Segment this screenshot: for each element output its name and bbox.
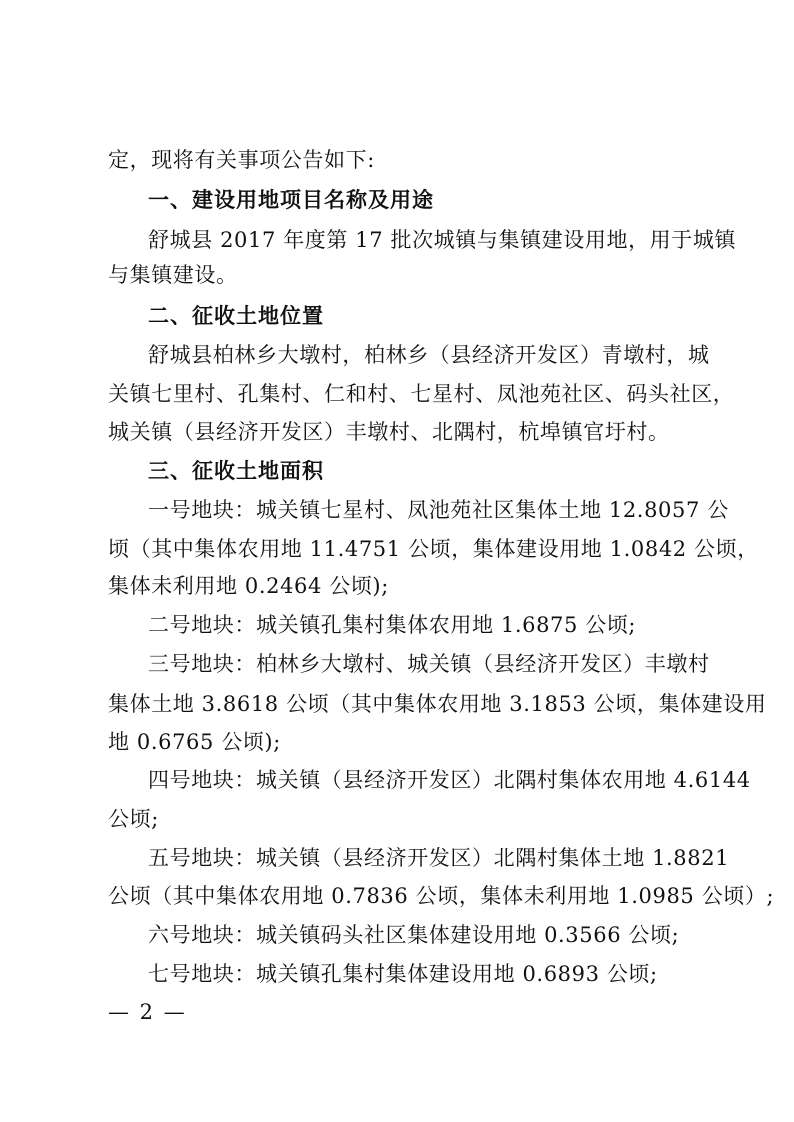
text-line: 与集镇建设。 <box>108 263 238 287</box>
text-line: 定，现将有关事项公告如下: <box>108 148 375 172</box>
text-line: 六号地块：城关镇码头社区集体建设用地 0.3566 公顷; <box>148 923 680 947</box>
text-line: 公顷; <box>108 807 159 831</box>
text-line: 城关镇（县经济开发区）丰墩村、北隅村，杭埠镇官圩村。 <box>108 420 670 444</box>
text-line: 舒城县柏林乡大墩村，柏林乡（县经济开发区）青墩村，城 <box>148 343 710 367</box>
text-line: 舒城县 2017 年度第 17 批次城镇与集镇建设用地，用于城镇 <box>148 228 737 252</box>
text-line: 七号地块：城关镇孔集村集体建设用地 0.6893 公顷; <box>148 962 658 986</box>
text-line: 顷（其中集体农用地 11.4751 公顷，集体建设用地 1.0842 公顷， <box>108 537 759 561</box>
text-line: 五号地块：城关镇（县经济开发区）北隅村集体土地 1.8821 <box>148 846 730 870</box>
section-heading: 一、建设用地项目名称及用途 <box>148 188 434 212</box>
text-line: 关镇七里村、孔集村、仁和村、七星村、凤池苑社区、码头社区， <box>108 382 735 406</box>
text-line: 四号地块：城关镇（县经济开发区）北隅村集体农用地 4.6144 <box>148 768 751 792</box>
text-line: 地 0.6765 公顷); <box>108 730 281 754</box>
section-heading: 二、征收土地位置 <box>148 304 324 328</box>
text-line: 一号地块：城关镇七星村、凤池苑社区集体土地 12.8057 公 <box>148 498 729 522</box>
page-number: — 2 — <box>108 1000 187 1024</box>
text-line: 公顷（其中集体农用地 0.7836 公顷，集体未利用地 1.0985 公顷）; <box>108 884 775 908</box>
text-line: 三号地块：柏林乡大墩村、城关镇（县经济开发区）丰墩村 <box>148 652 710 676</box>
text-line: 集体土地 3.8618 公顷（其中集体农用地 3.1853 公顷，集体建设用 <box>108 692 767 716</box>
text-line: 二号地块：城关镇孔集村集体农用地 1.6875 公顷; <box>148 613 637 637</box>
section-heading: 三、征收土地面积 <box>148 459 324 483</box>
text-line: 集体未利用地 0.2464 公顷); <box>108 574 389 598</box>
